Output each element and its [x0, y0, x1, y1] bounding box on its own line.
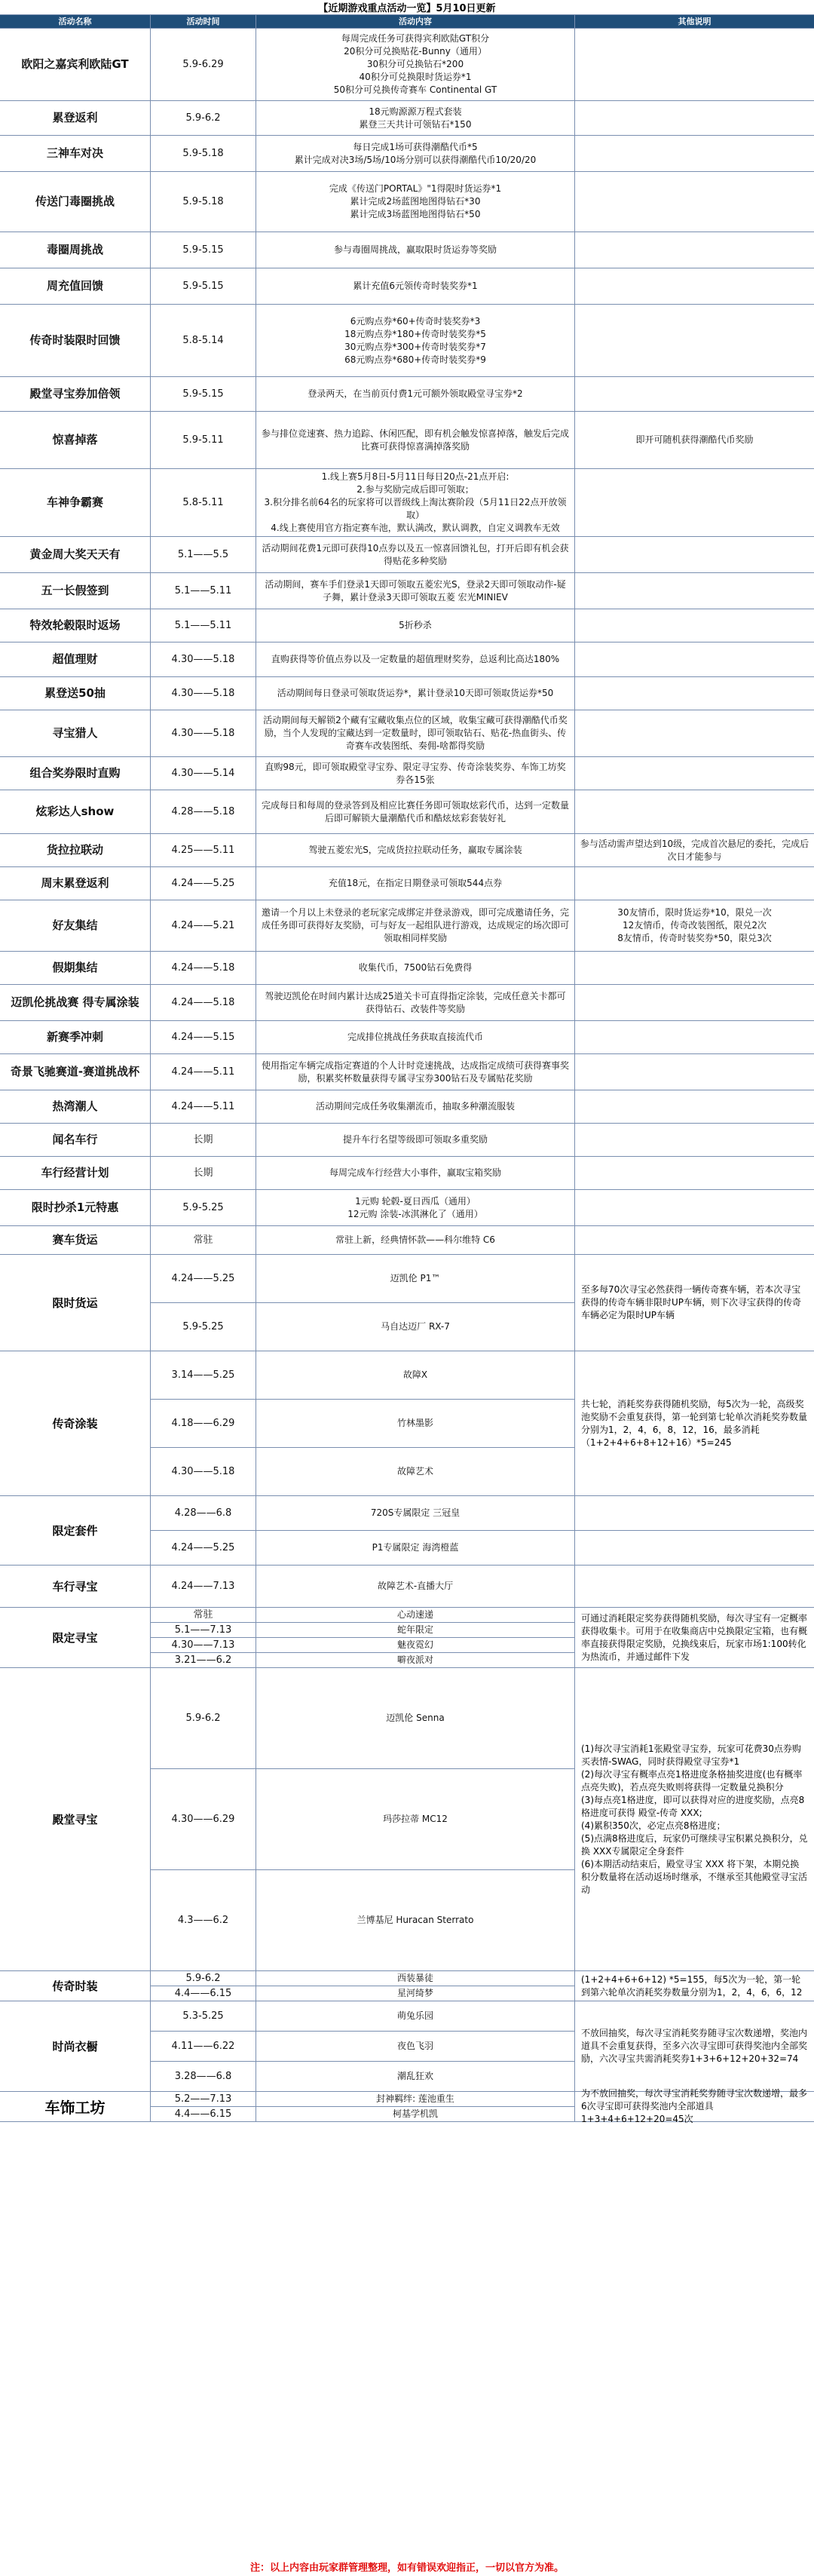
activity-name: 车行经营计划 [0, 1157, 151, 1189]
activity-note [575, 268, 814, 304]
activity-name: 黄金周大奖天天有 [0, 537, 151, 572]
group-item-time: 3.14——5.25 [151, 1351, 256, 1399]
activity-note [575, 1021, 814, 1053]
activity-note-line: 30友情币，限时货运券*10，限兑一次 [617, 907, 772, 918]
activity-time: 5.9-5.15 [151, 268, 256, 304]
activity-content [256, 1190, 575, 1225]
activity-content-line: 40积分可兑换限时货运券*1 [359, 72, 472, 82]
activity-time: 5.8-5.11 [151, 469, 256, 536]
activity-time: 5.8-5.14 [151, 305, 256, 376]
activity-content: 完成每日和每周的登录答到及相应比赛任务即可领取炫彩代币，达到一定数量后即可解锁大量潮酷代币和酷炫炫彩套装好礼 [256, 790, 575, 833]
group-note-line: (1+2+4+6+6+12) *5=155，每5次为一轮，第一轮到第六轮单次消耗奖券数量分别为1，2，4，6，6，12 [581, 1973, 803, 1998]
group-note-spacer [575, 1531, 814, 1565]
activity-name: 毒圈周挑战 [0, 232, 151, 268]
activity-content-line: 18元购点券*180+传奇时装奖券*5 [344, 328, 486, 339]
table-row [0, 985, 814, 1021]
activity-time: 4.24——5.15 [151, 1021, 256, 1053]
group-name: 时尚衣橱 [0, 2001, 151, 2092]
table-row [0, 677, 814, 710]
activity-note [575, 985, 814, 1020]
group-item-content: 潮乱狂欢 [256, 2062, 575, 2091]
table-row [0, 1124, 814, 1157]
group-item-time: 4.28——6.8 [151, 1496, 256, 1530]
group-note-spacer [575, 1496, 814, 1530]
activity-content-line: 30元购点券*300+传奇时装奖券*7 [344, 341, 486, 352]
group-name: 车行寻宝 [0, 1566, 151, 1608]
activity-time: 4.28——5.18 [151, 790, 256, 833]
group-item-time: 5.9-6.2 [151, 1971, 256, 1986]
activity-content: 参与毒圈周挑战，赢取限时货运券等奖励 [256, 232, 575, 268]
table-row [0, 305, 814, 377]
group-item-content: 马自达迈厂 RX-7 [256, 1303, 575, 1351]
activity-content-line: 2.参与奖励完成后即可领取； [357, 484, 474, 495]
activity-content: 参与排位竞速赛、热力追踪、休闲匹配，即有机会触发惊喜掉落，触发后完成比赛可获得惊喜满掉落奖励 [256, 412, 575, 468]
group-item-content: 兰博基尼 Huracan Sterrato [256, 1870, 575, 1970]
group-item-content: 迈凯伦 Senna [256, 1668, 575, 1768]
group-item-time: 5.2——7.13 [151, 2092, 256, 2106]
activity-time: 5.9-6.29 [151, 29, 256, 100]
activity-time: 4.24——5.11 [151, 1090, 256, 1123]
table-row [0, 537, 814, 573]
activity-note [575, 1124, 814, 1156]
group-note-text [581, 1973, 808, 1999]
activity-note: 即开可随机获得潮酷代币奖励 [635, 434, 754, 445]
activity-time: 5.9-5.25 [151, 1190, 256, 1225]
activity-note [575, 537, 814, 572]
group-name: 车饰工坊 [0, 2092, 151, 2122]
group-item-time: 4.24——5.25 [151, 1255, 256, 1302]
group-item-time: 5.3-5.25 [151, 2001, 256, 2031]
activity-time: 5.9-5.15 [151, 377, 256, 411]
activity-note [575, 710, 814, 756]
table-row [0, 710, 814, 757]
activity-name: 车神争霸赛 [0, 469, 151, 536]
table-row [0, 377, 814, 412]
header-note: 其他说明 [678, 17, 711, 26]
activity-time: 4.30——5.18 [151, 677, 256, 710]
activity-note [575, 642, 814, 676]
activity-time: 4.24——5.21 [151, 900, 256, 951]
activity-name: 超值理财 [0, 642, 151, 676]
activity-time: 常驻 [151, 1226, 256, 1254]
activity-time: 5.1——5.11 [151, 609, 256, 642]
activity-content [256, 29, 575, 100]
group-item-time: 4.4——6.15 [151, 1986, 256, 2001]
group-item-content: 噼夜派对 [256, 1653, 575, 1667]
activity-name: 累登返利 [0, 101, 151, 135]
activity-content-line: 68元购点券*680+传奇时装奖券*9 [344, 354, 486, 365]
activity-note [575, 573, 814, 609]
header-time: 活动时间 [151, 15, 256, 28]
group-item-content: 故障X [256, 1351, 575, 1399]
table-row [0, 642, 814, 677]
activity-note [575, 757, 814, 790]
activity-content-line: 完成《传送门PORTAL》"1得限时货运券*1 [329, 183, 502, 194]
group-note [575, 2088, 814, 2124]
activity-content-line: 3.积分排名前64名的玩家将可以晋级线上淘汰赛阶段（5月11日22点开放领取） [264, 497, 567, 520]
activity-content-line: 20积分可兑换贴花-Bunny（通用） [344, 46, 487, 57]
group-note-line: (5)点满8格进度后，玩家仍可继续寻宝积累兑换积分，兑换 XXX专属限定全身套件 [581, 1832, 808, 1857]
group-note-line: 共七轮，消耗奖券获得随机奖励，每5次为一轮，高级奖池奖励不会重复获得，第一轮到第七轮单次消耗奖券数量分别为1，2，4，6，8，12，16，最多消耗（1+2+4+6+8+12+16）*5=245 [581, 1398, 808, 1448]
activity-note-line: 12友情币，传奇改装图纸，限兑2次 [623, 920, 767, 931]
table-row [0, 29, 814, 101]
activity-content: 5折秒杀 [256, 609, 575, 642]
group-note-text [581, 1743, 808, 1897]
group-item-content: 夜色飞羽 [256, 2032, 575, 2061]
table-row [0, 101, 814, 136]
activity-time: 4.30——5.14 [151, 757, 256, 790]
group-item-content: P1专属限定 海湾橙蓝 [256, 1531, 575, 1565]
group-note-text [581, 1398, 808, 1449]
activity-content-line: 累计完成3场蓝图地图得钻石*50 [350, 209, 481, 219]
activity-note [575, 101, 814, 135]
group-note [575, 1608, 814, 1668]
group-note-line: (6)本期活动结束后，殿堂寻宝 XXX 将下架，本期兑换积分数量将在活动返场时继承，不继承至其他殿堂寻宝活动 [581, 1858, 808, 1895]
group-note [575, 1351, 814, 1496]
activity-content: 直购获得等价值点券以及一定数量的超值理财奖券，总返利比高达180% [256, 642, 575, 676]
table-row [0, 1054, 814, 1090]
activity-name: 炫彩达人show [0, 790, 151, 833]
header-content: 活动内容 [256, 15, 575, 28]
activity-note [575, 305, 814, 376]
activity-time: 长期 [151, 1157, 256, 1189]
activity-name: 周末累登返利 [0, 867, 151, 900]
activity-name: 特效轮毂限时返场 [0, 609, 151, 642]
table-row [0, 609, 814, 642]
table-row [0, 757, 814, 790]
table-row [0, 900, 814, 952]
activity-note [575, 790, 814, 833]
activity-note [575, 677, 814, 710]
activity-content: 充值18元，在指定日期登录可领取544点券 [256, 867, 575, 900]
group-note-line: (1)每次寻宝消耗1张殿堂寻宝券，玩家可花费30点券购买表情-SWAG，同时获得殿堂寻宝券*1 [581, 1743, 801, 1767]
activity-time: 5.9-5.15 [151, 232, 256, 268]
group-note-line: 至多每70次寻宝必然获得一辆传奇赛车辆，若本次寻宝获得的传奇车辆非限时UP车辆，则下次寻宝获得的传奇车辆必定为限时UP车辆 [581, 1284, 802, 1320]
group-note-text [581, 1612, 808, 1664]
group-item-time: 5.1——7.13 [151, 1623, 256, 1637]
table-row [0, 1226, 814, 1255]
activity-time: 4.30——5.18 [151, 642, 256, 676]
group-note-spacer [575, 1566, 814, 1607]
activity-name: 赛车货运 [0, 1226, 151, 1254]
activity-content-line: 50积分可兑换传奇赛车 Continental GT [333, 84, 497, 95]
group-name: 传奇涂装 [0, 1351, 151, 1496]
sheet-title: 【近期游戏重点活动一览】5月10日更新 [0, 0, 814, 15]
activity-time: 4.30——5.18 [151, 710, 256, 756]
activity-content-line: 每周完成任务可获得宾利欧陆GT积分 [341, 33, 490, 44]
group-item-content: 星河绮梦 [256, 1986, 575, 2001]
group-item-content: 柯基学机凯 [256, 2107, 575, 2121]
table-row [0, 1090, 814, 1124]
group-item-time: 5.9-6.2 [151, 1668, 256, 1768]
table-row [0, 172, 814, 232]
activity-time: 5.1——5.5 [151, 537, 256, 572]
activity-time: 4.24——5.18 [151, 985, 256, 1020]
activity-content: 驾驶迈凯伦在时间内累计达成25道关卡可直得指定涂装，完成任意关卡都可获得钻石、改装件等奖励 [256, 985, 575, 1020]
activity-note [575, 232, 814, 268]
group-item-content: 竹林墨影 [256, 1400, 575, 1447]
activity-time: 5.9-6.2 [151, 101, 256, 135]
activity-content: 常驻上新，经典情怀款——科尔维特 C6 [256, 1226, 575, 1254]
group-name: 殿堂寻宝 [0, 1668, 151, 1971]
group-note [575, 2001, 814, 2092]
group-item-time: 4.30——6.29 [151, 1769, 256, 1869]
activity-note-line: 8友情币，传奇时装奖券*50，限兑3次 [617, 933, 772, 943]
activity-content: 邀请一个月以上未登录的老玩家完成绑定并登录游戏，即可完成邀请任务，完成任务即可获得好友奖励，可与好友一起组队进行游戏，达成规定的场次即可领取相同样奖励 [256, 900, 575, 951]
activity-content: 活动期间每天解锁2个藏有宝藏收集点位的区域，收集宝藏可获得潮酷代币奖励，当个人发现的宝藏达到一定数量时，即可领取钻石、贴花-热血街头、传奇赛车改装图纸、奏佣-啥都得奖励 [256, 710, 575, 756]
activity-content: 累计充值6元领传奇时装奖券*1 [256, 268, 575, 304]
activity-name: 闻名车行 [0, 1124, 151, 1156]
group-item-content: 萌兔乐园 [256, 2001, 575, 2031]
activity-name: 假期集结 [0, 952, 151, 984]
group-item-content: 迈凯伦 P1™ [256, 1255, 575, 1302]
table-row [0, 1021, 814, 1054]
group-item-content: 玛莎拉蒂 MC12 [256, 1769, 575, 1869]
table-row [0, 790, 814, 834]
activity-time: 5.9-5.11 [151, 412, 256, 468]
activity-name: 热湾潮人 [0, 1090, 151, 1123]
activity-content: 直购98元，即可领取殿堂寻宝券、限定寻宝券、传奇涂装奖券、车饰工坊奖券各15张 [256, 757, 575, 790]
activity-content: 完成排位挑战任务获取直接流代币 [256, 1021, 575, 1053]
activity-content-line: 累计完成2场蓝图地图得钻石*30 [350, 196, 481, 207]
table-row [0, 867, 814, 900]
activity-content-line: 12元购 涂装-冰淇淋化了（通用） [347, 1208, 483, 1219]
activity-name: 货拉拉联动 [0, 834, 151, 866]
group-item-time: 4.4——6.15 [151, 2107, 256, 2121]
group-note-line: 不放回抽奖，每次寻宝消耗奖券随寻宝次数递增，奖池内道具不会重复获得，至多六次寻宝即可获得奖池内全部奖励，六次寻宝共需消耗奖券1+3+6+12+20+32=74 [581, 2028, 808, 2064]
footer-note: 注：以上内容由玩家群管理整理，如有错误欢迎指正，一切以官方为准。 [249, 2562, 564, 2574]
activity-content: 收集代币，7500钻石免费得 [256, 952, 575, 984]
group-note-line: 为不放回抽奖，每次寻宝消耗奖券随寻宝次数递增，最多6次寻宝即可获得奖池内全部道具1+3+4+6+12+20=45次 [581, 2088, 808, 2124]
group-item-content: 故障艺术-直播大厅 [256, 1566, 575, 1607]
activity-content: 驾驶五菱宏光S，完成货拉拉联动任务，赢取专属涂装 [256, 834, 575, 866]
activity-name: 寻宝猎人 [0, 710, 151, 756]
activity-content-line: 30积分可兑换钻石*200 [366, 59, 464, 69]
group-item-time: 5.9-5.25 [151, 1303, 256, 1351]
group-note-line: 可通过消耗限定奖券获得随机奖励，每次寻宝有一定概率获得收集卡。可用于在收集商店中兑换限定宝箱，也有概率直接获得限定奖励，兑换线束后，玩家市场1:100转化为热流币，并通过邮件下发 [581, 1612, 808, 1662]
activity-content: 提升车行名望等级即可领取多重奖励 [256, 1124, 575, 1156]
activity-content-line: 18元购源源万程式套装 [369, 106, 462, 117]
group-note [575, 1971, 814, 2001]
activity-note [575, 1190, 814, 1225]
group-note-text [581, 2027, 808, 2065]
group-item-content: 封神羁绊: 莲池重生 [256, 2092, 575, 2106]
table-row [0, 412, 814, 469]
group-name: 限定套件 [0, 1496, 151, 1566]
activity-content: 活动期间花费1元即可获得10点券以及五一惊喜回馈礼包，打开后即有机会获得贴花多种奖励 [256, 537, 575, 572]
group-name: 限定寻宝 [0, 1608, 151, 1668]
group-item-content: 720S专属限定 三冠皇 [256, 1496, 575, 1530]
activity-content-line: 1.线上赛5月8日-5月11日每日20点-21点开启: [321, 471, 510, 482]
activity-name: 好友集结 [0, 900, 151, 951]
table-row [0, 469, 814, 537]
group-item-content: 故障艺术 [256, 1448, 575, 1495]
activity-note [575, 867, 814, 900]
group-item-time: 4.3——6.2 [151, 1870, 256, 1970]
activity-content-line: 每日完成1场可获得潮酷代币*5 [353, 141, 478, 152]
activity-content-line: 6元购点券*60+传奇时装奖券*3 [350, 315, 481, 327]
group-note [575, 1255, 814, 1351]
activity-content [256, 101, 575, 135]
activity-content [256, 469, 575, 536]
activity-name: 三神车对决 [0, 136, 151, 171]
table-row [0, 1157, 814, 1190]
activity-name: 欧阳之嘉宾利欧陆GT [0, 29, 151, 100]
activity-content [256, 136, 575, 171]
group-item-time: 4.24——7.13 [151, 1566, 256, 1607]
group-name: 限时货运 [0, 1255, 151, 1351]
group-item-content: 心动速递 [256, 1608, 575, 1622]
activity-note [575, 900, 814, 951]
activity-content-line: 累登三天共计可领钻石*150 [359, 118, 472, 130]
activity-note [575, 609, 814, 642]
group-item-time: 4.24——5.25 [151, 1531, 256, 1565]
activity-name: 累登送50抽 [0, 677, 151, 710]
activity-name: 组合奖券限时直购 [0, 757, 151, 790]
activity-content: 活动期间完成任务收集潮流币，抽取多种潮流服装 [256, 1090, 575, 1123]
activity-note [575, 1226, 814, 1254]
group-item-time: 3.28——6.8 [151, 2062, 256, 2091]
activity-note [575, 172, 814, 232]
activity-name: 五一长假签到 [0, 573, 151, 609]
activity-content-line: 1元购 轮毂-夏日西瓜（通用） [355, 1195, 476, 1207]
activity-name: 奇景飞驰赛道-赛道挑战杯 [0, 1054, 151, 1090]
group-item-time: 3.21——6.2 [151, 1653, 256, 1667]
table-row [0, 1190, 814, 1226]
activity-content-line: 累计完成对决3场/5场/10场分别可以获得潮酷代币10/20/20 [294, 154, 537, 165]
activity-name: 迈凯伦挑战赛 得专属涂装 [0, 985, 151, 1020]
group-name: 传奇时装 [0, 1971, 151, 2001]
activity-time: 4.24——5.11 [151, 1054, 256, 1090]
group-note-line: (4)累积350次，必定点亮8格进度； [581, 1820, 726, 1831]
group-item-content: 西装暴徒 [256, 1971, 575, 1986]
activity-content [256, 172, 575, 232]
activity-time: 4.25——5.11 [151, 834, 256, 866]
group-item-time: 4.30——5.18 [151, 1448, 256, 1495]
activity-name: 新赛季冲刺 [0, 1021, 151, 1053]
activity-note [575, 1157, 814, 1189]
group-item-content: 魅夜霓幻 [256, 1638, 575, 1652]
activity-note [575, 1054, 814, 1090]
activity-note [575, 29, 814, 100]
activity-content [256, 305, 575, 376]
activity-time: 4.24——5.18 [151, 952, 256, 984]
activity-time: 5.9-5.18 [151, 136, 256, 171]
activity-name: 传奇时装限时回馈 [0, 305, 151, 376]
table-row [0, 136, 814, 172]
group-note-text [581, 1283, 808, 1322]
activity-note: 参与活动需声望达到10级，完成首次悬尼的委托，完成后次日才能参与 [580, 838, 809, 862]
activity-content: 使用指定车辆完成指定赛道的个人计时竞速挑战，达成指定成绩可获得赛事奖励，积累奖杯数量获得专属寻宝券300钻石及专属贴花奖励 [256, 1054, 575, 1090]
group-note [575, 1668, 814, 1971]
group-item-content: 蛇年限定 [256, 1623, 575, 1637]
activity-note [575, 377, 814, 411]
table-row [0, 952, 814, 985]
activity-name: 惊喜掉落 [0, 412, 151, 468]
header-row [0, 15, 814, 29]
activity-note [575, 1090, 814, 1123]
activity-time: 5.1——5.11 [151, 573, 256, 609]
group-note-text [581, 2087, 808, 2126]
activity-note [575, 136, 814, 171]
header-name: 活动名称 [0, 15, 151, 28]
activity-name: 殿堂寻宝券加倍领 [0, 377, 151, 411]
group-item-time: 4.11——6.22 [151, 2032, 256, 2061]
activity-name: 限时抄杀1元特惠 [0, 1190, 151, 1225]
activity-time: 5.9-5.18 [151, 172, 256, 232]
activity-time: 长期 [151, 1124, 256, 1156]
table-row [0, 232, 814, 268]
activity-content: 每周完成车行经营大小事件，赢取宝箱奖励 [256, 1157, 575, 1189]
activity-content-line: 4.线上赛使用官方指定赛车池，默认满改，默认调教，自定义调教车无效 [271, 523, 560, 533]
group-note-line: (3)每点亮1格进度，即可以获得对应的进度奖励，点亮8格进度可获得 殿堂-传奇 XXX; [581, 1794, 805, 1818]
activity-content: 登录两天，在当前页付费1元可额外领取殿堂寻宝券*2 [256, 377, 575, 411]
activity-content: 活动期间，赛车手们登录1天即可领取五菱宏光S，登录2天即可领取动作-疑子舞，累计登录3天即可领取五菱 宏光MINIEV [256, 573, 575, 609]
group-item-time: 常驻 [151, 1608, 256, 1622]
activity-note [575, 469, 814, 536]
activity-time: 4.24——5.25 [151, 867, 256, 900]
group-item-time: 4.18——6.29 [151, 1400, 256, 1447]
activity-content: 活动期间每日登录可领取货运券*，累计登录10天即可领取货运券*50 [256, 677, 575, 710]
table-row [0, 834, 814, 867]
activity-note [575, 952, 814, 984]
group-note-line: (2)每次寻宝有概率点亮1格进度条格抽奖进度(也有概率点亮失败)，若点亮失败则将获得一定数量兑换积分 [581, 1768, 803, 1792]
activity-name: 周充值回馈 [0, 268, 151, 304]
activity-name: 传送门毒圈挑战 [0, 172, 151, 232]
table-row [0, 573, 814, 609]
table-row [0, 268, 814, 305]
group-item-time: 4.30——7.13 [151, 1638, 256, 1652]
